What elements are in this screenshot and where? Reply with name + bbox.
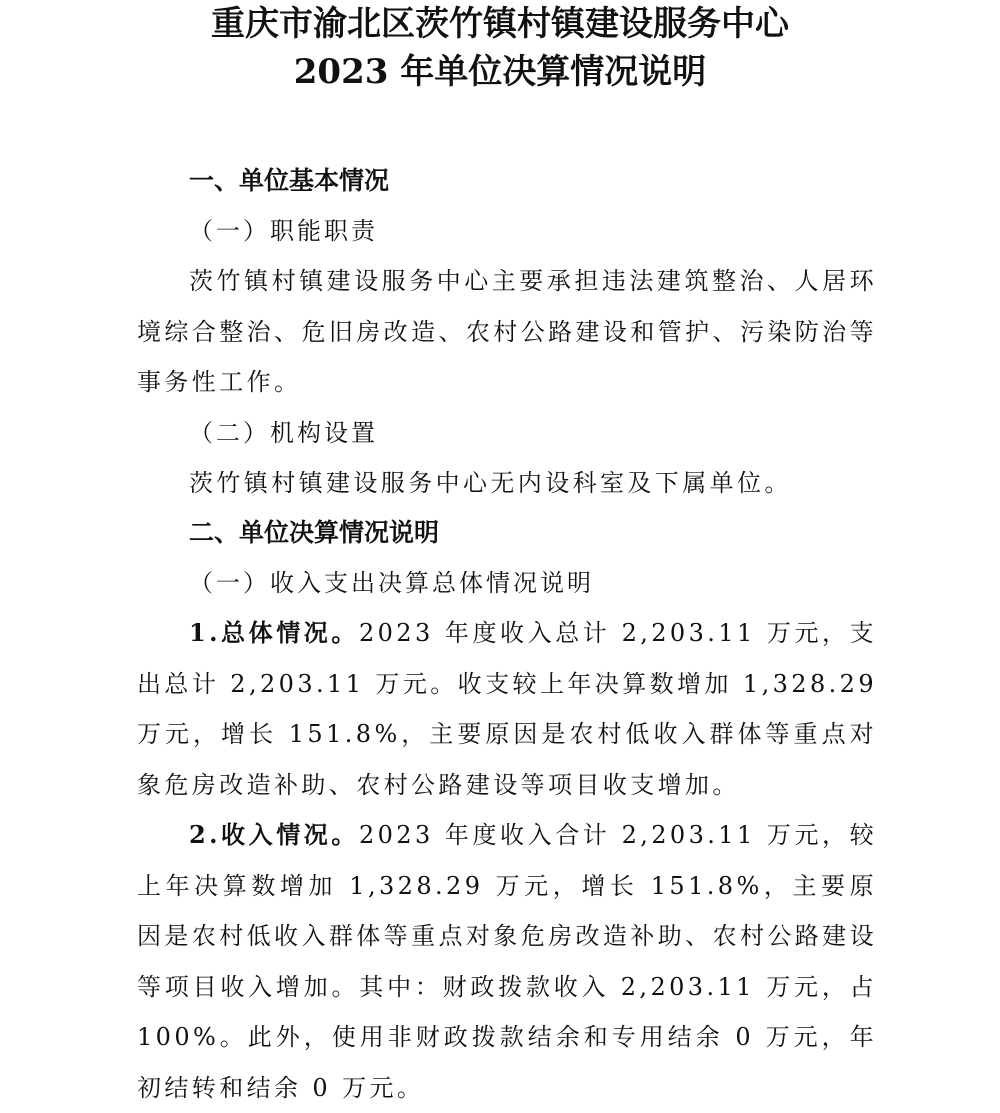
section-1-sub-1-paragraph: 茨竹镇村镇建设服务中心主要承担违法建筑整治、人居环境综合整治、危旧房改造、农村公路建设和管护、污染防治等事务性工作。 (137, 267, 877, 396)
overall-situation-paragraph (137, 608, 877, 810)
document-body (137, 156, 877, 1113)
section-1-heading: 一、单位基本情况 (189, 166, 390, 195)
income-situation-label: 2.收入情况。 (189, 820, 359, 849)
overall-situation-label: 1.总体情况。 (189, 618, 359, 647)
section-1-sub-2-paragraph: 茨竹镇村镇建设服务中心无内设科室及下属单位。 (189, 468, 792, 497)
section-1-sub-1-heading: （一）职能职责 (189, 217, 378, 245)
title-line-1: 重庆市渝北区茨竹镇村镇建设服务中心 (211, 4, 789, 44)
income-situation-text: 2023 年度收入合计 2,203.11 万元，较上年决算数增加 1,328.29 万元，增长 151.8%，主要原因是农村低收入群体等重点对象危房改造补助、农村公路建设等项目收入增加。其中：财政拨款收入 2,203.11 万元，占 100%。此外，使用非财政拨款结余和专用结余 0 万元，年初结转和结余 0 万元。 (137, 821, 878, 1102)
document-title (0, 0, 1000, 96)
title-line-2: 2023 年单位决算情况说明 (293, 52, 707, 92)
income-situation-paragraph (137, 810, 877, 1113)
section-1-sub-2-heading: （二）机构设置 (189, 418, 378, 447)
section-2-sub-1-heading: （一）收入支出决算总体情况说明 (189, 569, 594, 597)
overall-situation-text: 2023 年度收入总计 2,203.11 万元，支出总计 2,203.11 万元。收支较上年决算数增加 1,328.29 万元，增长 151.8%，主要原因是农村低收入群体等重点对象危房改造补助、农村公路建设等项目收支增加。 (137, 619, 878, 799)
section-2-heading: 二、单位决算情况说明 (189, 518, 440, 547)
